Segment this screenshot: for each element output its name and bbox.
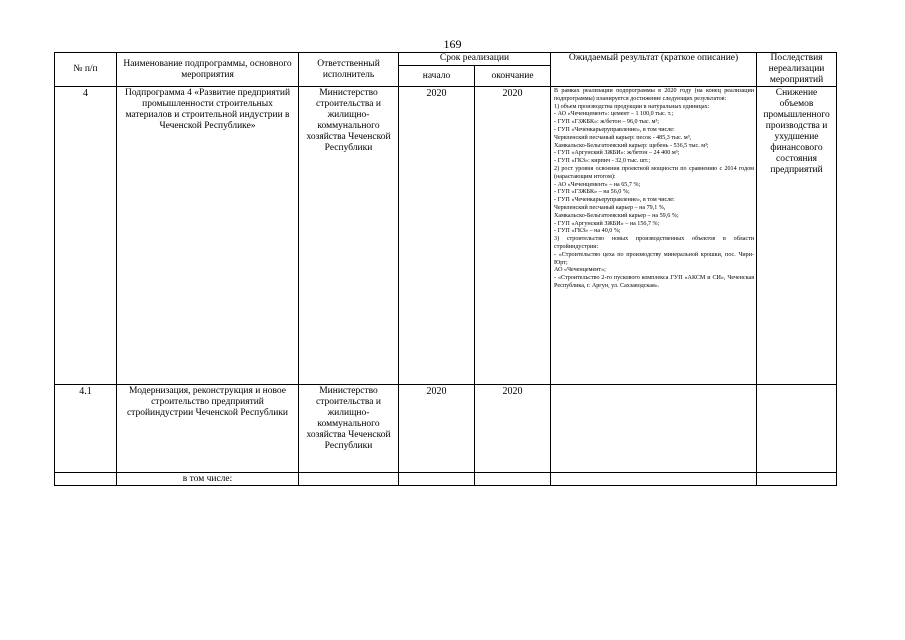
row-end-year: 2020 xyxy=(475,87,551,385)
header-period: Срок реализации xyxy=(399,53,551,66)
result-line: - ГУП «Аргунский ЗЖБИ»: ж/бетон – 24 400 м³; xyxy=(554,150,680,157)
result-line: - ГУП «Аргунский ЗЖБИ» – на 156,7 %; xyxy=(554,220,660,227)
row-num: 4.1 xyxy=(55,385,117,473)
row-name: Подпрограмма 4 «Развитие предприятий промышленности строительных материалов и строительной индустрии в Чеченской Республике» xyxy=(117,87,299,385)
row-consequences xyxy=(757,385,837,473)
result-line: 2) рост уровня освоения проектной мощности по сравнению с 2014 годом (нарастающим итогом): xyxy=(554,165,755,180)
row-result xyxy=(551,385,757,473)
table-row xyxy=(55,87,837,385)
row-num xyxy=(55,473,117,486)
row-result xyxy=(551,87,757,385)
result-line: Червленский песчаный карьер: песок - 485,3 тыс. м³, xyxy=(554,134,692,141)
result-line: Червленский песчаный карьер – на 79,1 %, xyxy=(554,204,666,211)
result-line: - АО «Чеченцемент»: цемент – 1 100,0 тыс. т.; xyxy=(554,111,674,118)
header-num: № п/п xyxy=(55,53,117,87)
program-table xyxy=(54,52,837,486)
row-num: 4 xyxy=(55,87,117,385)
page-number: 169 xyxy=(443,37,462,51)
row-name: в том числе: xyxy=(117,473,299,486)
row-responsible xyxy=(299,473,399,486)
header-consequences: Последствия нереализации мероприятий xyxy=(757,53,837,87)
table-row xyxy=(55,473,837,486)
row-consequences: Снижение объемов промышленного производства и ухудшение финансового состояния предприятий xyxy=(757,87,837,385)
row-start-year: 2020 xyxy=(399,87,475,385)
header-result: Ожидаемый результат (краткое описание) xyxy=(551,53,757,87)
result-line: АО «Чеченцемент»; xyxy=(554,267,606,274)
result-line: - АО «Чеченцемент» – на 65,7 %; xyxy=(554,181,641,188)
row-start-year: 2020 xyxy=(399,385,475,473)
header-name: Наименование подпрограммы, основного мероприятия xyxy=(117,53,299,87)
result-line: 1) объем производства продукции в натуральных единицах: xyxy=(554,103,710,110)
row-result xyxy=(551,473,757,486)
table-row xyxy=(55,385,837,473)
result-line: - ГУП «ГЗЖБК»: ж/бетон – 96,0 тыс. м³; xyxy=(554,119,659,126)
row-name: Модернизация, реконструкция и новое строительство предприятий стройиндустрии Чеченской Республики xyxy=(117,385,299,473)
result-line: - ГУП «ГЗЖБК» – на 56,0 %; xyxy=(554,189,630,196)
row-responsible: Министерство строительства и жилищно-коммунального хозяйства Чеченской Республики xyxy=(299,385,399,473)
result-line: Хамкальско-Бельгатоевский карьер: щебень - 536,5 тыс. м³; xyxy=(554,142,709,149)
row-consequences xyxy=(757,473,837,486)
row-end-year xyxy=(475,473,551,486)
header-responsible: Ответственный исполнитель xyxy=(299,53,399,87)
row-start-year xyxy=(399,473,475,486)
result-line: В рамках реализации подпрограммы в 2020 году (на конец реализации подпрограммы) планируется достижение следующих результатов: xyxy=(554,88,755,102)
result-line: - ГУП «ГКЗ»: кирпич - 32,0 тыс. шт.; xyxy=(554,158,651,165)
result-line: - ГУП «Чеченкарьеруправление», в том числе: xyxy=(554,126,675,133)
row-end-year: 2020 xyxy=(475,385,551,473)
result-line: - «Строительство цеха по производству минеральной крошки, пос. Чири-Юрт; xyxy=(554,251,755,266)
result-line: - ГУП «ГКЗ» – на 40,0 %; xyxy=(554,228,621,235)
header-end: окончание xyxy=(475,66,551,87)
result-line: - ГУП «Чеченкарьеруправление», в том числе: xyxy=(554,197,675,204)
result-line: Хамкальско-Бельгатоевский карьер – на 59,6 %; xyxy=(554,212,679,219)
result-line: - «Строительство 2-го пускового комплекса ГУП «АКСМ и СИ», Чеченская Республика, г. Аргун, ул. Сахзаводская». xyxy=(554,275,755,289)
header-start: начало xyxy=(399,66,475,87)
result-line: 3) строительство новых производственных объектов в области стройиндустрии: xyxy=(554,236,755,250)
row-responsible: Министерство строительства и жилищно-коммунального хозяйства Чеченской Республики xyxy=(299,87,399,385)
